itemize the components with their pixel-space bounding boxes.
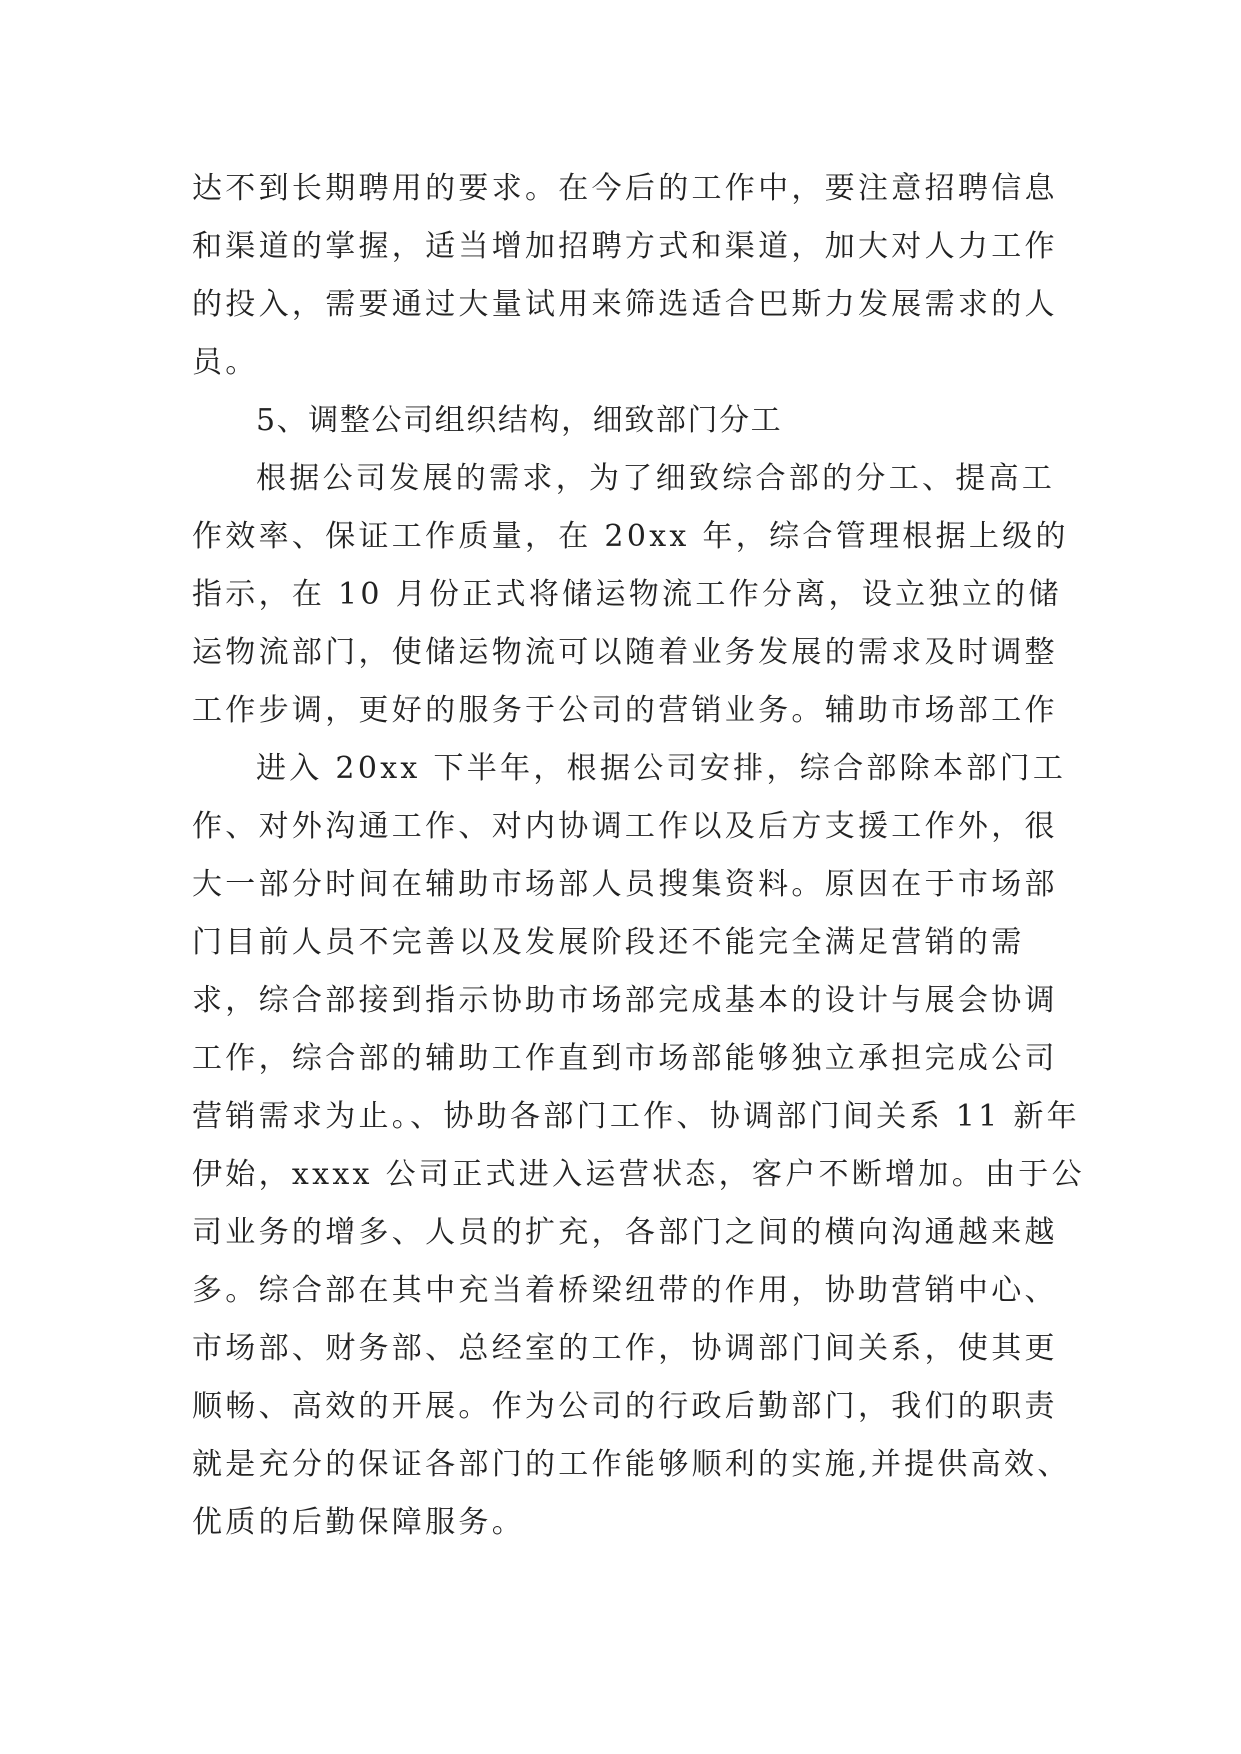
- text-line: 和渠道的掌握，适当增加招聘方式和渠道，加大对人力工作: [192, 229, 1058, 264]
- paragraph-first-line: 进入 20xx 下半年，根据公司安排，综合部除本部门工: [256, 751, 1067, 786]
- text-line: 大一部分时间在辅助市场部人员搜集资料。原因在于市场部: [192, 867, 1058, 902]
- text-line: 门目前人员不完善以及发展阶段还不能完全满足营销的需: [192, 925, 1025, 960]
- text-line: 员。: [192, 345, 259, 380]
- document-body: [192, 160, 1085, 1552]
- text-line: 作、对外沟通工作、对内协调工作以及后方支援工作外，很: [192, 809, 1058, 844]
- text-line: 达不到长期聘用的要求。在今后的工作中，要注意招聘信息: [192, 171, 1058, 206]
- text-line: 的投入，需要通过大量试用来筛选适合巴斯力发展需求的人: [192, 287, 1058, 322]
- text-line: 运物流部门，使储运物流可以随着业务发展的需求及时调整: [192, 635, 1058, 670]
- text-line: 市场部、财务部、总经室的工作，协调部门间关系，使其更: [192, 1331, 1058, 1366]
- text-line: 优质的后勤保障服务。: [192, 1505, 525, 1540]
- text-line: 工作步调，更好的服务于公司的营销业务。辅助市场部工作: [192, 693, 1058, 728]
- text-line: 求，综合部接到指示协助市场部完成基本的设计与展会协调: [192, 983, 1058, 1018]
- text-line: 指示，在 10 月份正式将储运物流工作分离，设立独立的储: [192, 577, 1062, 612]
- text-line: 司业务的增多、人员的扩充，各部门之间的横向沟通越来越: [192, 1215, 1058, 1250]
- text-line: 伊始，xxxx 公司正式进入运营状态，客户不断增加。由于公: [192, 1157, 1085, 1192]
- text-line: 就是充分的保证各部门的工作能够顺利的实施,并提供高效、: [192, 1447, 1071, 1482]
- text-line: 多。综合部在其中充当着桥梁纽带的作用，协助营销中心、: [192, 1273, 1058, 1308]
- paragraph-first-line: 根据公司发展的需求，为了细致综合部的分工、提高工: [256, 461, 1056, 496]
- text-line: 工作，综合部的辅助工作直到市场部能够独立承担完成公司: [192, 1041, 1058, 1076]
- text-line: 作效率、保证工作质量，在 20xx 年，综合管理根据上级的: [192, 519, 1069, 554]
- text-line: 顺畅、高效的开展。作为公司的行政后勤部门，我们的职责: [192, 1389, 1058, 1424]
- section-heading: 5、调整公司组织结构，细致部门分工: [256, 403, 783, 438]
- text-line: 营销需求为止。、协助各部门工作、协调部门间关系 11 新年: [192, 1099, 1080, 1134]
